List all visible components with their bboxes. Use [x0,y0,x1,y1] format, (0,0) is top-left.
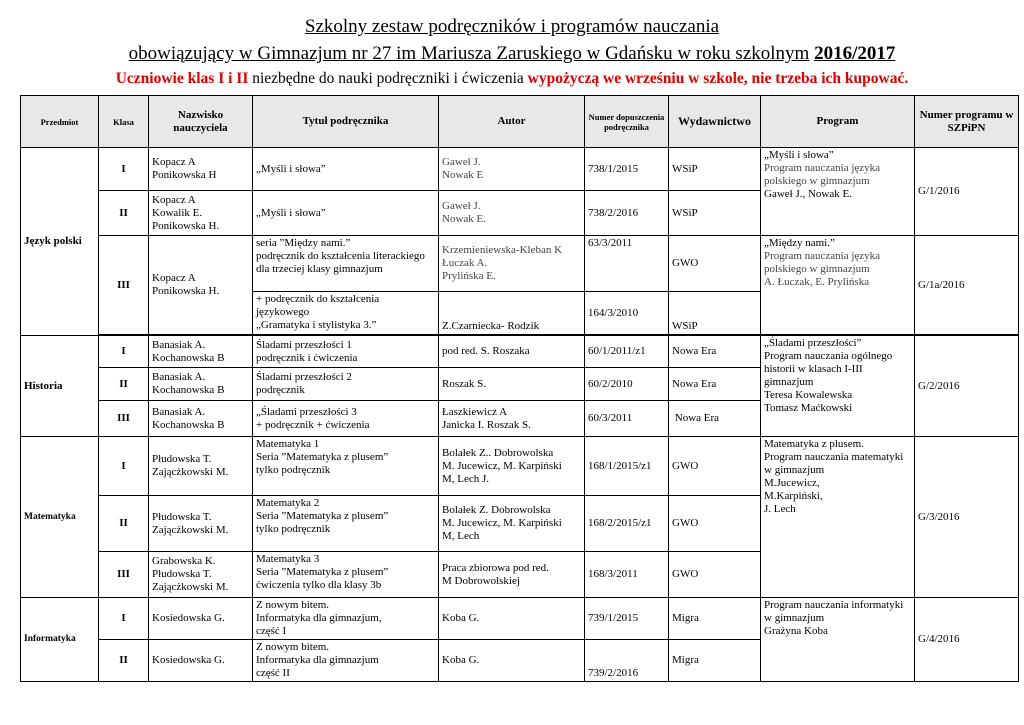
program-desc: Program nauczania języka polskiego w gimnazjum [764,162,881,187]
program-desc: Program nauczania języka polskiego w gimnazjum [764,250,881,275]
header-row [21,96,1019,148]
klasa-cell: III [99,401,149,437]
teacher-cell: Kopacz A Ponikowska H. [149,236,253,335]
program-authors: A. Łuczak, E. Prylińska [764,276,870,288]
author-cell: Koba G. [439,598,585,640]
teacher-cell: Banasiak A. Kochanowska B [149,368,253,401]
publisher-cell: WSiP [669,148,761,191]
program-title: „Między nami.” [764,237,835,249]
klasa-cell: I [99,437,149,496]
author-cell: Gaweł J. Nowak E. [439,191,585,236]
program-nr-cell: G/2/2016 [915,336,1019,437]
publisher-cell: WSiP [669,292,761,335]
subject-informatyka: Informatyka [21,598,99,682]
publisher-cell: GWO [669,496,761,552]
title-cell: Śladami przeszłości 2 podręcznik [253,368,439,401]
nr-cell: 738/2/2016 [585,191,669,236]
program-nr-cell: G/1/2016 [915,148,1019,236]
title-cell: „Myśli i słowa” [253,148,439,191]
subtitle-school: obowiązujący w Gimnazjum nr 27 im Mariusza Zaruskiego w Gdańsku w roku szkolnym [128,43,810,64]
teacher-cell: Kosiedowska G. [149,640,253,682]
klasa-cell: I [99,598,149,640]
teacher-cell: Kopacz A Kowalik E. Ponikowska H. [149,191,253,236]
nr-cell: 168/1/2015/z1 [585,437,669,496]
klasa-cell: II [99,368,149,401]
table-row [21,437,1019,496]
nr-cell: 168/2/2015/z1 [585,496,669,552]
publisher-cell: Nowa Era [669,401,761,437]
author-cell: Roszak S. [439,368,585,401]
col-program: Program [761,96,915,148]
nr-cell: 60/1/2011/z1 [585,336,669,368]
notice-line [0,70,1024,88]
col-przedmiot: Przedmiot [21,96,99,148]
notice-classes: Uczniowie klas I i II [115,70,249,87]
publisher-cell: GWO [669,552,761,598]
author-cell: Gaweł J. Nowak E [439,148,585,191]
col-nauczyciel: Nazwisko nauczyciela [149,96,253,148]
program-cell: Program nauczania informatyki w gimnazjum Grażyna Koba [761,598,915,682]
subject-historia: Historia [21,336,99,437]
subtitle-year: 2016/2017 [814,43,896,64]
notice-middle: niezbędne do nauki podręczniki i ćwiczenia [252,70,524,87]
program-nr-cell: G/3/2016 [915,437,1019,598]
nr-cell: 164/3/2010 [585,292,669,335]
klasa-cell: I [99,148,149,191]
publisher-cell: Migra [669,598,761,640]
nr-cell: 168/3/2011 [585,552,669,598]
nr-cell: 63/3/2011 [585,236,669,292]
title-cell: Śladami przeszłości 1 podręcznik i ćwiczenia [253,336,439,368]
publisher-cell: Nowa Era [669,336,761,368]
publisher-cell: Migra [669,640,761,682]
col-numer-dopuszczenia: Numer dopuszczenia podręcznika [585,96,669,148]
program-authors: Gaweł J., Nowak E. [764,188,852,200]
publisher-cell: GWO [669,437,761,496]
author-cell: Bolałek Z. Dobrowolska M. Jucewicz, M. Karpiński M, Lech [439,496,585,552]
program-cell [761,236,915,335]
teacher-cell: Banasiak A. Kochanowska B [149,401,253,437]
author-cell: Łaszkiewicz A Janicka I. Roszak S. [439,401,585,437]
program-cell: „Śladami przeszłości” Program nauczania ogólnego historii w klasach I-III gimnazjum Teresa Kowalewska Tomasz Maćkowski [761,336,915,437]
author-cell: pod red. S. Roszaka [439,336,585,368]
subject-matematyka: Matematyka [21,437,99,598]
teacher-cell: Grabowska K. Płudowska T. Zającżkowski M. [149,552,253,598]
title-cell: Z nowym bitem. Informatyka dla gimnazjum, część I [253,598,439,640]
klasa-cell: II [99,496,149,552]
publisher-cell: GWO [669,236,761,292]
klasa-cell: I [99,336,149,368]
table-row [21,598,1019,640]
author-cell: Krzemieniewska-Kleban K Łuczak A. Prylińska E. [439,236,585,292]
teacher-cell: Płudowska T. Zającżkowski M. [149,437,253,496]
teacher-cell: Płudowska T. Zającżkowski M. [149,496,253,552]
col-autor: Autor [439,96,585,148]
nr-cell: 739/1/2015 [585,598,669,640]
teacher-cell: Kosiedowska G. [149,598,253,640]
publisher-cell: WSiP [669,191,761,236]
klasa-cell: II [99,640,149,682]
klasa-cell: III [99,552,149,598]
table-row [21,148,1019,191]
title-cell: Matematyka 2 Seria ”Matematyka z plusem” tylko podręcznik [253,496,439,552]
col-klasa: Klasa [99,96,149,148]
notice-end: wypożyczą we wrześniu w szkole, nie trzeba ich kupować. [527,70,909,87]
author-cell: Z.Czarniecka- Rodzik [439,292,585,335]
publisher-cell: Nowa Era [669,368,761,401]
author-cell: Praca zbiorowa pod red. M Dobrowolskiej [439,552,585,598]
nr-cell: 60/2/2010 [585,368,669,401]
col-wydawnictwo: Wydawnictwo [669,96,761,148]
document-title: Szkolny zestaw podręczników i programów nauczania [304,16,720,37]
title-cell: + podręcznik do kształcenia językowego „Gramatyka i stylistyka 3.” [253,292,439,335]
program-nr-cell: G/4/2016 [915,598,1019,682]
title-cell: seria ”Między nami.” podręcznik do kształcenia literackiego dla trzeciej klasy gimnazjum [253,236,439,292]
klasa-cell: III [99,236,149,335]
title-cell: Matematyka 1 Seria ”Matematyka z plusem” tylko podręcznik [253,437,439,496]
teacher-cell: Banasiak A. Kochanowska B [149,336,253,368]
author-cell: Bolałek Z.. Dobrowolska M. Jucewicz, M. Karpiński M, Lech J. [439,437,585,496]
title-cell: Matematyka 3 Seria ”Matematyka z plusem” ćwiczenia tylko dla klasy 3b [253,552,439,598]
klasa-cell: II [99,191,149,236]
program-title: „Myśli i słowa” [764,149,834,161]
table-row [21,336,1019,368]
title-cell: Z nowym bitem. Informatyka dla gimnazjum część II [253,640,439,682]
program-cell [761,148,915,236]
nr-cell: 60/3/2011 [585,401,669,437]
col-numer-programu: Numer programu w SZPiPN [915,96,1019,148]
nr-cell: 739/2/2016 [585,640,669,682]
author-cell: Koba G. [439,640,585,682]
program-nr-cell: G/1a/2016 [915,236,1019,335]
col-tytul: Tytuł podręcznika [253,96,439,148]
table-row [21,236,1019,292]
teacher-cell: Kopacz A Ponikowska H [149,148,253,191]
textbook-table [20,95,1019,682]
nr-cell: 738/1/2015 [585,148,669,191]
title-cell: „Myśli i słowa” [253,191,439,236]
document-subtitle [0,43,1024,65]
program-cell: Matematyka z plusem. Program nauczania matematyki w gimnazjum M.Jucewicz, M.Karpiński, J. Lech [761,437,915,598]
title-cell: „Śladami przeszłości 3 + podręcznik + ćwiczenia [253,401,439,437]
subject-polski: Język polski [21,148,99,336]
